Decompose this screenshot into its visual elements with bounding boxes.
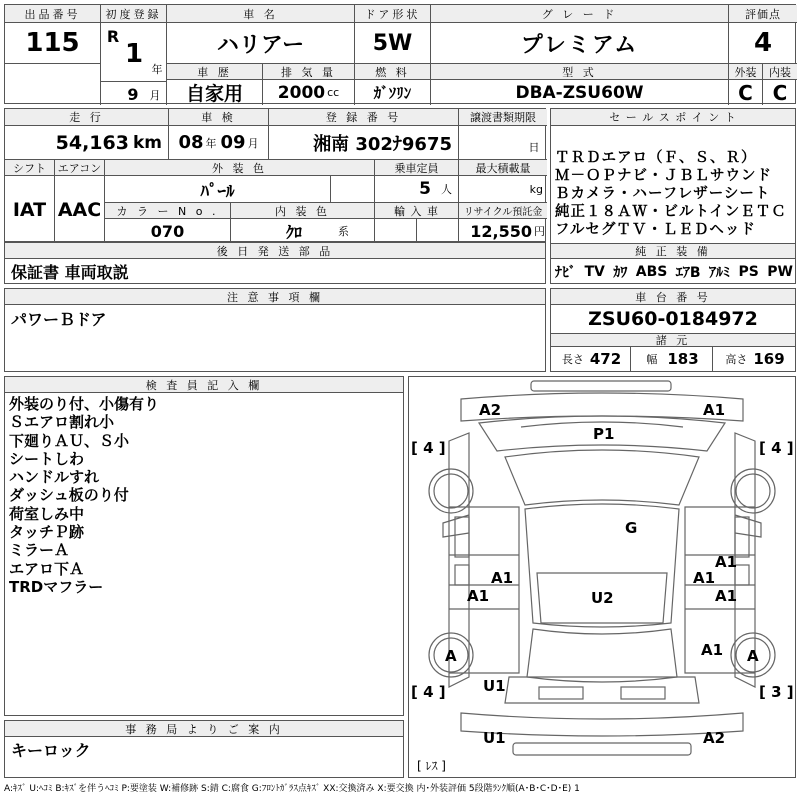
notes-block <box>4 288 546 372</box>
spec-length-label: 長さ <box>561 353 584 366</box>
fuel: ｶﾞｿﾘﾝ <box>355 80 431 105</box>
sales-points-list <box>555 149 795 239</box>
score-label: 評価点 <box>729 5 797 23</box>
score: 4 <box>753 28 773 58</box>
inspector-line: ダッシュ板のり付 <box>9 486 129 505</box>
lot-blank <box>5 63 101 105</box>
mark-right-pillar: A1 <box>693 569 716 587</box>
grade: プレミアム <box>431 23 729 63</box>
ext-color: ﾊﾟｰﾙ <box>105 176 331 202</box>
int-color-unit: 系 <box>338 225 349 238</box>
mark-right-rear-fender: A1 <box>701 641 724 659</box>
mark-left-rear-wheel: A <box>445 647 457 665</box>
sales-point-line: Ｍ－ＯＰナビ・ＪＢＬサウンド <box>555 168 772 184</box>
car-name: ハリアー <box>167 23 355 63</box>
sales-points-block <box>550 108 796 284</box>
history-label: 車 歴 <box>167 63 263 80</box>
recycle-value: 12,550 <box>470 221 532 241</box>
legend: A:ｷｽﾞ U:ﾍｺﾐ B:ｷｽﾞを伴うﾍｺﾐ P:要塗装 W:補修跡 S:錆 C:腐食 G:ﾌﾛﾝﾄｶﾞﾗｽ点ｷｽﾞ XX:交換済み X:要交換 内･外装評価 5段階ﾗﾝｸ順(A･B･C･D･E) 1 <box>4 784 580 794</box>
inspector-line: ミラーＡ <box>9 541 70 560</box>
inspector-line: Ｓエアロ割れ小 <box>9 413 115 432</box>
inspector-line: 外装のり付、小傷有り <box>9 395 160 413</box>
history: 自家用 <box>167 80 263 105</box>
mark-right-front-door: A1 <box>715 553 738 571</box>
inspection-month-unit: 月 <box>247 136 259 150</box>
mark-right-rear-wheel: A <box>747 647 759 665</box>
import-label: 輸 入 車 <box>375 202 459 219</box>
mark-rear-left: U1 <box>483 729 506 747</box>
mark-left-rear-fender: U1 <box>483 677 506 695</box>
equipment-item: ABS <box>635 263 668 280</box>
lot-label: 出品番号 <box>5 5 101 23</box>
fuel-label: 燃 料 <box>355 63 431 80</box>
aircon-label: エアコン <box>55 159 105 176</box>
door-type: 5W <box>355 23 431 63</box>
tire-rl: [ 4 ] <box>411 683 446 701</box>
displacement-value: 2000 <box>277 82 326 103</box>
notes: パワーＢドア <box>11 309 107 329</box>
first-reg-era: R <box>106 26 120 46</box>
mileage-unit: km <box>132 132 162 153</box>
inspector-block <box>4 376 404 716</box>
mark-right-rear-door: A1 <box>715 587 738 605</box>
tire-fr: [ 4 ] <box>759 439 794 457</box>
later-parts: 保証書 車両取説 <box>11 262 129 282</box>
mark-front-left: A2 <box>479 401 502 419</box>
model-label: 型 式 <box>431 63 729 80</box>
inspector-line: タッチＰ跡 <box>9 523 85 542</box>
inspector-line: ハンドルすれ <box>9 468 100 487</box>
chassis-label: 車 台 番 号 <box>551 289 795 305</box>
office-label: 事 務 局 よ り ご 案 内 <box>5 721 403 737</box>
int-color-value: ｸﾛ <box>285 222 302 242</box>
tire-fl: [ 4 ] <box>411 439 446 457</box>
chassis-block <box>550 288 796 372</box>
first-reg-year: 1 <box>124 39 144 69</box>
plate-label: 登 録 番 号 <box>269 109 459 126</box>
aircon: AAC <box>55 176 105 243</box>
no-spare-tire: [ ﾚｽ ] <box>417 759 446 773</box>
ext-color-label: 外 装 色 <box>105 159 375 176</box>
vehicle-info-block <box>4 108 546 242</box>
car-name-label: 車 名 <box>167 5 355 23</box>
equipment-item: ｶﾜ <box>613 264 628 281</box>
recycle-fee <box>459 219 547 243</box>
import-a <box>375 219 417 243</box>
inspection-month: 09 <box>220 132 246 153</box>
later-parts-label: 後 日 発 送 部 品 <box>5 243 545 259</box>
capacity-unit: 人 <box>441 183 452 196</box>
spec-length <box>551 347 631 371</box>
spec-width <box>631 347 713 371</box>
inspection-label: 車 検 <box>169 109 269 126</box>
exterior-label: 外装 <box>729 63 763 80</box>
mark-left-pillar: A1 <box>491 569 514 587</box>
recycle-unit: 円 <box>534 225 545 238</box>
inspector-list <box>9 395 399 596</box>
model-code: DBA-ZSU60W <box>431 80 729 105</box>
specs-label: 諸 元 <box>551 333 795 347</box>
spec-width-value: 183 <box>667 350 699 368</box>
first-reg-month-unit: 月 <box>149 89 161 102</box>
transfer-day-unit: 日 <box>528 141 540 154</box>
first-reg-year-unit: 年 <box>151 63 163 76</box>
capacity-label: 乗車定員 <box>375 159 459 176</box>
equipment-item: PS <box>738 263 759 280</box>
mark-rear-right: A2 <box>703 729 726 747</box>
max-load-label: 最大積載量 <box>459 159 547 176</box>
inspector-line: シートしわ <box>9 449 85 468</box>
int-color-label: 内 装 色 <box>231 202 375 219</box>
displacement-unit: cc <box>327 86 340 99</box>
inspection-year-unit: 年 <box>205 136 217 150</box>
first-reg-month: 9 <box>127 84 139 104</box>
shift: IAT <box>5 176 55 243</box>
equipment-item: ｱﾙﾐ <box>709 264 730 281</box>
mark-front-right: A1 <box>703 401 726 419</box>
notes-label: 注 意 事 項 欄 <box>5 289 545 305</box>
plate-number: 湘南 302ﾅ9675 <box>269 126 459 159</box>
int-color <box>231 219 375 243</box>
equipment-item: TV <box>584 263 605 280</box>
later-parts-block <box>4 242 546 284</box>
mileage <box>5 126 169 159</box>
mileage-value: 54,163 <box>55 131 129 154</box>
inspector-line: エアロ下Ａ <box>9 559 85 578</box>
displacement <box>263 80 355 105</box>
mark-roof-rear: U2 <box>591 589 614 607</box>
first-reg-month-line <box>101 81 167 82</box>
first-reg-label: 初度登録 <box>101 5 167 23</box>
shift-label: シフト <box>5 159 55 176</box>
tire-rr: [ 3 ] <box>759 683 794 701</box>
grade-label: グ レ ー ド <box>431 5 729 23</box>
interior-label: 内装 <box>763 63 797 80</box>
equipment-list <box>555 260 793 283</box>
sales-point-line: Ｂカメラ・ハーフレザーシート <box>555 186 771 202</box>
displacement-label: 排 気 量 <box>263 63 355 80</box>
spec-length-value: 472 <box>589 350 622 368</box>
mileage-label: 走 行 <box>5 109 169 126</box>
inspector-line: 荷室しみ中 <box>9 504 85 523</box>
ext-color-extra <box>331 176 375 202</box>
sales-point-line: フルセグＴＶ・ＬＥＤヘッド <box>555 222 756 238</box>
spec-height <box>713 347 795 371</box>
mark-left-front-door: A1 <box>467 587 490 605</box>
equipment-item: ｴｱB <box>675 264 701 281</box>
equipment-item: ﾅﾋﾞ <box>555 264 576 281</box>
sales-point-line: 純正１８ＡＷ・ビルトインＥＴＣ <box>555 204 787 220</box>
door-label: ドア形状 <box>355 5 431 23</box>
sales-point-line: ＴＲＤエアロ（Ｆ、Ｓ、Ｒ） <box>555 150 757 166</box>
spec-width-label: 幅 <box>646 353 658 366</box>
spec-height-value: 169 <box>753 350 785 368</box>
inspector-line: 下廻りＡＵ、Ｓ小 <box>9 431 130 450</box>
inspector-label: 検 査 員 記 入 欄 <box>5 377 403 393</box>
sales-points-label: セ ー ル ス ポ イ ン ト <box>551 109 795 126</box>
office-block <box>4 720 404 778</box>
spec-height-label: 高さ <box>725 353 748 366</box>
recycle-label: リサイクル預託金 <box>459 202 547 219</box>
transfer-label: 譲渡書類期限 <box>459 109 547 126</box>
header-block <box>4 4 796 104</box>
max-load <box>459 176 547 202</box>
mark-windshield: P1 <box>593 425 615 443</box>
lot-number: 115 <box>5 23 101 63</box>
color-no: 070 <box>105 219 231 243</box>
capacity <box>375 176 459 202</box>
mark-roof: G <box>625 519 638 537</box>
exterior-score: C <box>729 80 763 105</box>
capacity-value: 5 <box>419 179 431 199</box>
equipment-item: PW <box>767 263 793 280</box>
equipment-label: 純 正 装 備 <box>551 243 795 259</box>
inspection-year: 08 <box>178 132 204 153</box>
inspection-expiry <box>169 126 269 159</box>
interior-score: C <box>772 80 788 105</box>
max-load-unit: kg <box>529 182 543 196</box>
color-no-label: カ ラ ー N o . <box>105 202 231 219</box>
inspector-line: TRDマフラー <box>9 577 104 596</box>
office-note: キーロック <box>11 740 91 760</box>
import-b <box>417 219 459 243</box>
chassis-number: ZSU60-0184972 <box>588 308 758 330</box>
damage-diagram <box>408 376 796 778</box>
